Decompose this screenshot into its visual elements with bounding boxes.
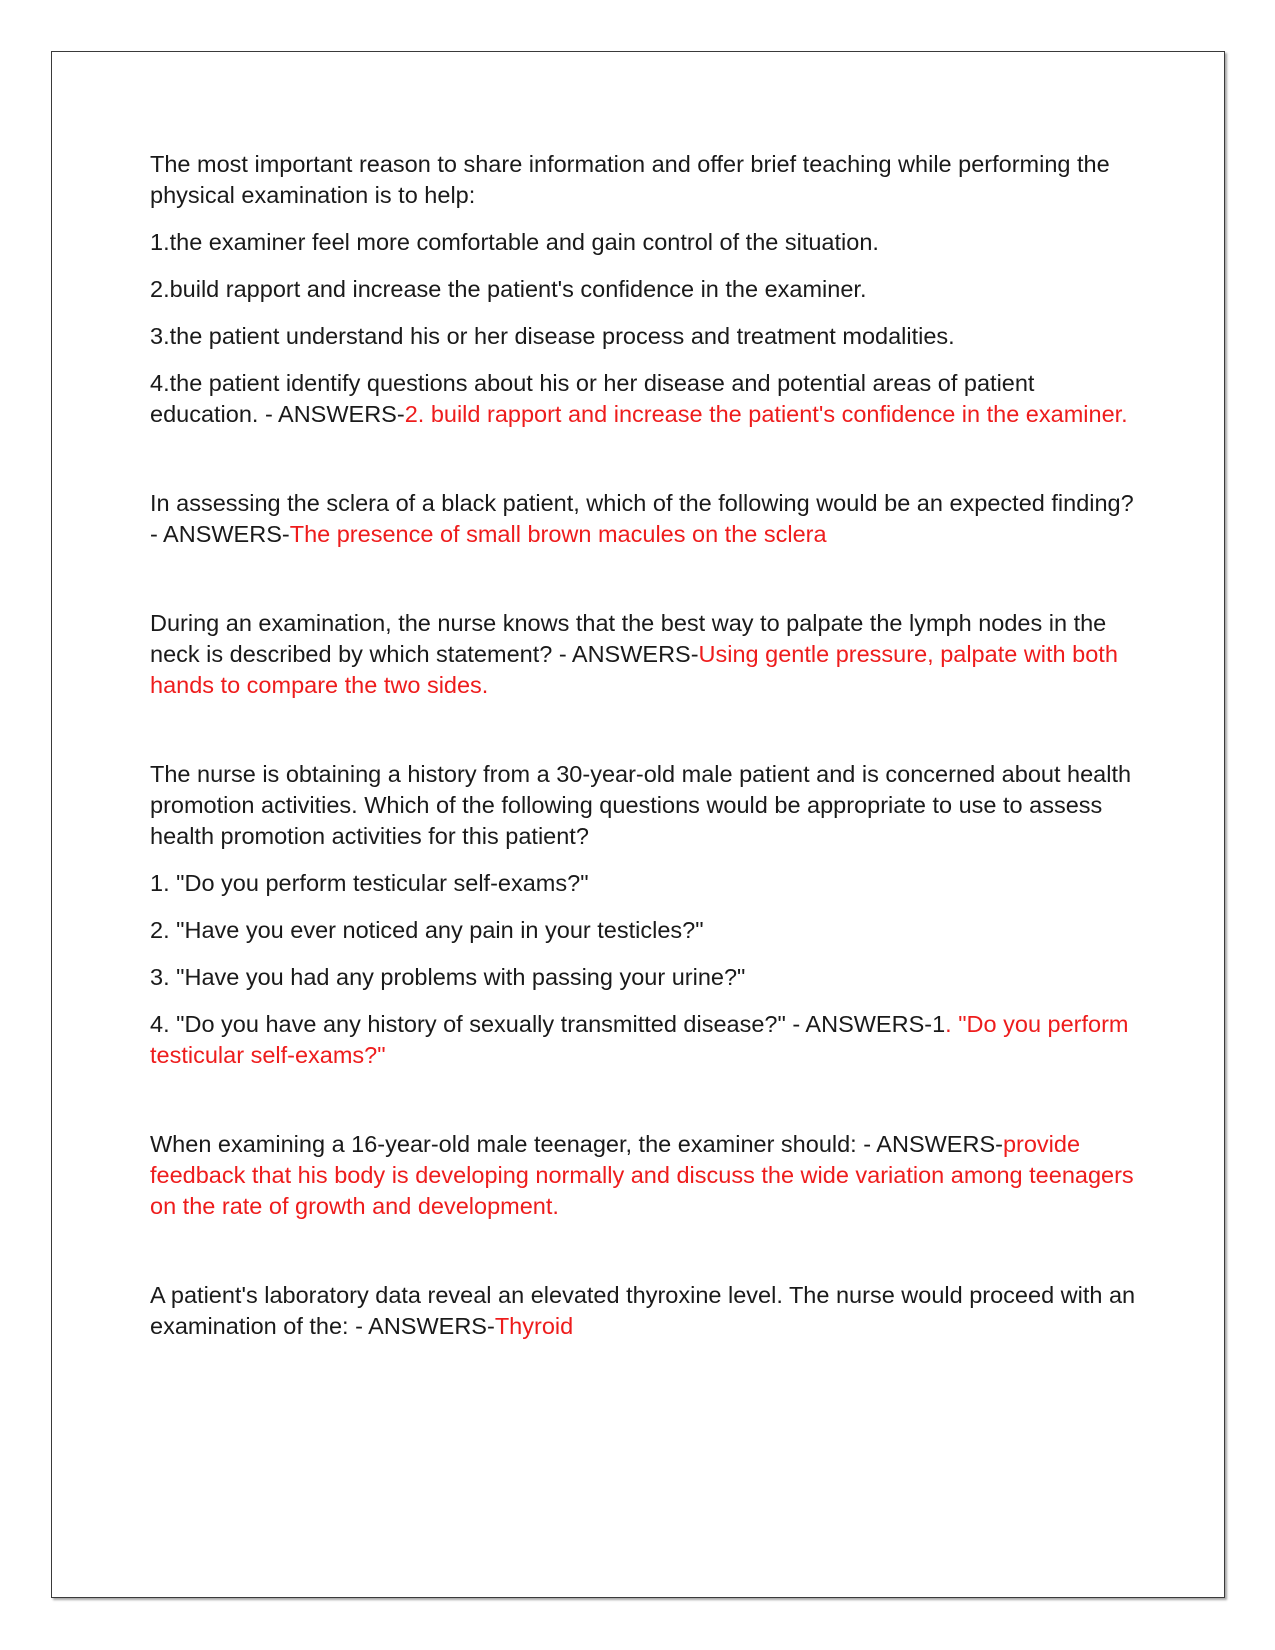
option-item: 3.the patient understand his or her disease process and treatment modalities. xyxy=(150,323,955,349)
question-text: When examining a 16-year-old male teenager, the examiner should: - ANSWERS- xyxy=(150,1131,1003,1157)
question-text: In assessing the sclera of a black patient, which of the following would be an expected finding? - ANSWERS- xyxy=(150,490,1134,547)
option-text: 4.the patient identify questions about his or her disease and potential areas of patient education. - ANSWERS- xyxy=(150,370,1035,427)
spacer xyxy=(150,701,1140,759)
question-text: The most important reason to share information and offer brief teaching while performing the physical examination is to help: xyxy=(150,151,1110,208)
answer-text: Using gentle pressure, palpate with both hands to compare the two sides. xyxy=(150,641,1118,698)
answer-text: . "Do you perform testicular self-exams?" xyxy=(150,1011,1129,1068)
option-item: 1. "Do you perform testicular self-exams?" xyxy=(150,870,589,896)
option-item-with-answer xyxy=(150,368,1140,430)
spacer xyxy=(150,550,1140,608)
spacer xyxy=(150,1071,1140,1129)
document-body xyxy=(150,149,1140,1342)
qa-item xyxy=(150,608,1140,701)
answer-text: Thyroid xyxy=(494,1313,574,1339)
question-text: A patient's laboratory data reveal an elevated thyroxine level. The nurse would proceed with an examination of the: - ANSWERS- xyxy=(150,1282,1136,1339)
spacer xyxy=(150,1222,1140,1280)
qa-item xyxy=(150,149,1140,430)
option-item: 1.the examiner feel more comfortable and gain control of the situation. xyxy=(150,229,879,255)
question-with-answer xyxy=(150,608,1140,701)
option-text: 4. "Do you have any history of sexually transmitted disease?" - ANSWERS-1 xyxy=(150,1011,946,1037)
qa-item xyxy=(150,488,1140,550)
option-item-with-answer xyxy=(150,1009,1140,1071)
answer-text: 2. build rapport and increase the patient's confidence in the examiner. xyxy=(404,401,1128,427)
spacer xyxy=(150,430,1140,488)
qa-item xyxy=(150,759,1140,1071)
question-with-answer xyxy=(150,488,1140,550)
question-text: The nurse is obtaining a history from a 30-year-old male patient and is concerned about health promotion activities. Which of the following questions would be appropriate to use to assess health promotion activities for this patient? xyxy=(150,761,1132,849)
answer-text: The presence of small brown macules on the sclera xyxy=(289,521,827,547)
qa-item xyxy=(150,1129,1140,1222)
option-item: 2.build rapport and increase the patient's confidence in the examiner. xyxy=(150,276,867,302)
option-item: 3. "Have you had any problems with passing your urine?" xyxy=(150,964,746,990)
question-text: During an examination, the nurse knows that the best way to palpate the lymph nodes in the neck is described by which statement? - ANSWERS- xyxy=(150,610,1107,667)
qa-item xyxy=(150,1280,1140,1342)
question-with-answer xyxy=(150,1129,1140,1222)
answer-text: provide feedback that his body is developing normally and discuss the wide variation among teenagers on the rate of growth and development. xyxy=(150,1131,1134,1219)
option-item: 2. "Have you ever noticed any pain in your testicles?" xyxy=(150,917,704,943)
question-with-answer xyxy=(150,1280,1140,1342)
